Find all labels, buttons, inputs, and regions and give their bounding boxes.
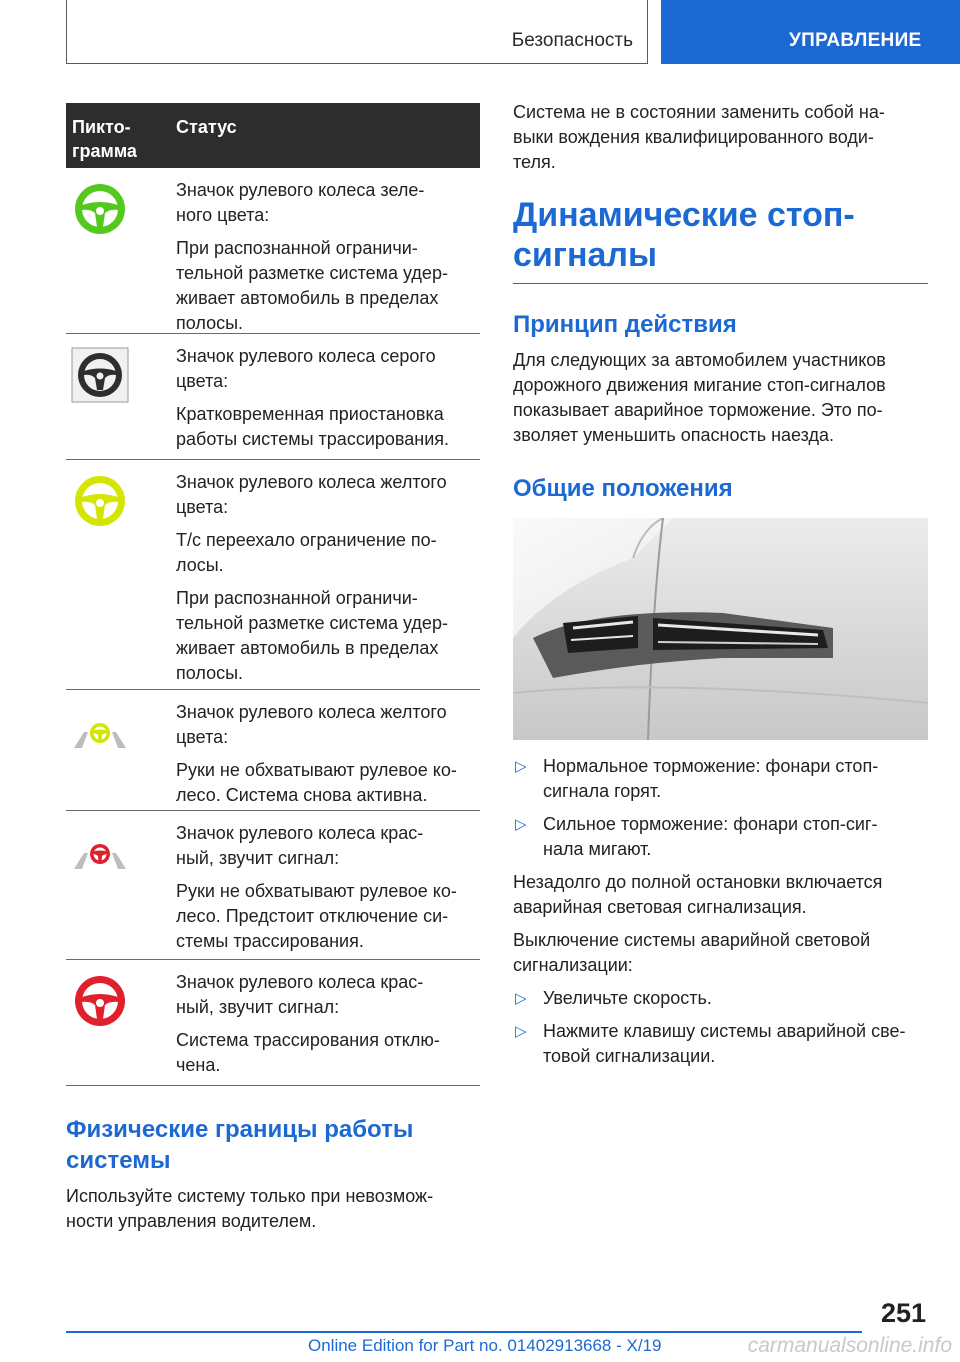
table-row <box>66 690 480 811</box>
header-chapter-tab[interactable] <box>661 0 960 64</box>
list-item-text: Увеличьте скорость. <box>543 988 712 1008</box>
steering-wheel-red-icon <box>70 972 130 1030</box>
steering-wheel-gray-icon <box>70 346 130 404</box>
list-item <box>513 812 928 862</box>
footer-edition: Online Edition for Part no. 01402913668 - X/19 <box>308 1336 662 1355</box>
section-heading-general: Общие положения <box>513 475 733 502</box>
hazard-paragraph: Незадолго до полной остановки включается аварийная световая сигнализация. <box>513 872 883 917</box>
footer-divider <box>66 1331 862 1333</box>
table-row <box>66 960 480 1086</box>
table-row <box>66 168 480 334</box>
principle-paragraph: Для следующих за автомобилем участников дорожного движения мигание стоп-сигналов показывает аварийное торможение. Это по- зволяет уменьшить опасность наезда. <box>513 350 886 445</box>
row-status-title: Значок рулевого колеса крас- ный, звучит сигнал: <box>176 823 424 868</box>
col-pictogram-header: Пикто- грамма <box>72 117 137 161</box>
section-heading-system-limits: Физические границы работы системы <box>66 1116 414 1174</box>
table-row <box>66 460 480 690</box>
list-item-text: Нормальное торможение: фонари стоп- сигнала горят. <box>543 756 879 801</box>
row-status-text: Кратковременная приостановка работы системы трассирования. <box>176 404 450 449</box>
table-header <box>66 103 480 168</box>
row-status-text: Руки не обхватывают рулевое ко- лесо. Система снова активна. <box>176 760 457 805</box>
row-status-text: Т/с переехало ограничение по- лосы. <box>176 530 437 575</box>
header-section-box <box>66 0 648 64</box>
table-row <box>66 334 480 460</box>
list-item <box>513 986 928 1011</box>
header-chapter-label: УПРАВЛЕНИЕ <box>789 30 922 51</box>
triangle-bullet-icon: ▷ <box>515 816 527 833</box>
list-item <box>513 754 928 804</box>
right-column <box>513 100 928 1077</box>
intro-paragraph: Система не в состоянии заменить собой на- выки вождения квалифицированного води- теля. <box>513 102 885 172</box>
page-number: 251 <box>880 1298 926 1328</box>
row-status-title: Значок рулевого колеса желтого цвета: <box>176 702 447 747</box>
row-status-text: При распознанной ограничи- тельной разметке система удер- живает автомобиль в пределах полосы. <box>176 238 448 333</box>
list-item <box>513 1019 928 1069</box>
watermark: carmanualsonline.info <box>747 1334 952 1357</box>
row-status-title: Значок рулевого колеса крас- ный, звучит сигнал: <box>176 972 424 1017</box>
steering-wheel-green-icon <box>70 180 130 238</box>
triangle-bullet-icon: ▷ <box>515 990 527 1007</box>
triangle-bullet-icon: ▷ <box>515 1023 527 1040</box>
row-status-title: Значок рулевого колеса желтого цвета: <box>176 472 447 517</box>
list-item-text: Сильное торможение: фонари стоп-сиг- нала мигают. <box>543 814 878 859</box>
steering-wheel-yellow-lines-icon <box>70 702 130 760</box>
steering-wheel-yellow-icon <box>70 472 130 530</box>
row-status-text: Система трассирования отклю- чена. <box>176 1030 440 1075</box>
brake-light-image <box>513 518 928 740</box>
list-item-text: Нажмите клавишу системы аварийной све- товой сигнализации. <box>543 1021 906 1066</box>
row-status-title: Значок рулевого колеса серого цвета: <box>176 346 436 391</box>
pictogram-table <box>66 103 480 1234</box>
header-section-title: Безопасность <box>511 30 633 51</box>
table-row <box>66 811 480 960</box>
system-limits-text: Используйте систему только при невозмож- ности управления водителем. <box>66 1186 434 1231</box>
row-status-text: Руки не обхватывают рулевое ко- лесо. Предстоит отключение си- стемы трассирования. <box>176 881 457 951</box>
steering-wheel-red-lines-icon <box>70 823 130 881</box>
triangle-bullet-icon: ▷ <box>515 758 527 775</box>
col-status-header: Статус <box>176 117 237 137</box>
chapter-heading: Динамические стоп- сигналы <box>513 195 928 284</box>
row-status-title: Значок рулевого колеса зеле- ного цвета: <box>176 180 425 225</box>
section-heading-principle: Принцип действия <box>513 311 737 338</box>
hazard-off-paragraph: Выключение системы аварийной световой сигнализации: <box>513 930 871 975</box>
row-status-text: При распознанной ограничи- тельной разметке система удер- живает автомобиль в пределах полосы. <box>176 588 448 683</box>
